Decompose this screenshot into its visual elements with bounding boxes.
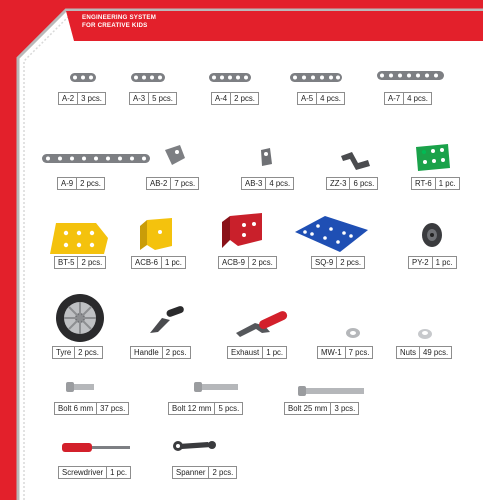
part-label-handle (130, 346, 191, 359)
part-code: ZZ-3 (327, 178, 350, 189)
part-label-a5 (297, 92, 345, 105)
part-label-acb9 (218, 256, 277, 269)
part-code: A-3 (130, 93, 149, 104)
part-qty: 1 pc. (110, 468, 128, 477)
part-code: Nuts (397, 347, 420, 358)
part-qty: 1 pc. (435, 258, 453, 267)
part-label-tyre (52, 346, 103, 359)
angle-bracket-2-icon (165, 145, 185, 165)
strip-9-hole-icon (42, 154, 150, 163)
part-qty: 2 pcs. (251, 258, 273, 267)
part-qty: 3 pcs. (334, 404, 356, 413)
part-qty: 4 pcs. (269, 179, 291, 188)
part-code: AB-3 (242, 178, 266, 189)
part-label-bt5 (54, 256, 106, 269)
part-code: A-5 (298, 93, 317, 104)
part-code: RT-6 (412, 178, 436, 189)
part-qty: 1 pc. (266, 348, 284, 357)
part-qty: 2 pcs. (78, 348, 99, 357)
part-qty: 1 pc. (438, 179, 456, 188)
part-label-a7 (384, 92, 432, 105)
part-code: Tyre (53, 347, 75, 358)
part-qty: 4 pcs. (320, 94, 341, 103)
part-qty: 6 pcs. (353, 179, 375, 188)
part-qty: 5 pcs. (152, 94, 173, 103)
part-label-rt6 (411, 177, 460, 190)
part-code: SQ-9 (312, 257, 337, 268)
part-qty: 4 pcs. (407, 94, 428, 103)
part-label-sq9 (311, 256, 365, 269)
part-label-py2 (408, 256, 457, 269)
part-label-a9 (57, 177, 105, 190)
part-code: Handle (131, 347, 163, 358)
part-code: A-4 (212, 93, 231, 104)
part-qty: 2 pcs. (212, 468, 234, 477)
part-qty: 7 pcs. (348, 348, 370, 357)
washer-icon (346, 328, 360, 338)
part-code: AB-2 (147, 178, 171, 189)
part-label-bolt-12mm (168, 402, 243, 415)
part-code: PY-2 (409, 257, 433, 268)
part-label-screwdriver (58, 466, 131, 479)
part-code: Bolt 12 mm (169, 403, 215, 414)
pulley-icon (422, 223, 442, 247)
header-line-2: FOR CREATIVE KIDS (82, 22, 148, 29)
part-code: Spanner (173, 467, 209, 478)
part-label-exhaust (227, 346, 287, 359)
header-line-1: ENGINEERING SYSTEM (82, 14, 157, 21)
red-channel-bracket-icon (222, 213, 262, 248)
part-code: A-2 (59, 93, 78, 104)
part-label-bolt-25mm (284, 402, 359, 415)
angle-bracket-3-icon (261, 148, 272, 166)
part-label-nuts (396, 346, 452, 359)
exhaust-pipe-icon (236, 310, 289, 337)
zigzag-strip-icon (341, 152, 370, 170)
part-qty: 3 pcs. (81, 94, 102, 103)
part-label-a2 (58, 92, 106, 105)
part-code: Bolt 25 mm (285, 403, 331, 414)
part-qty: 2 pcs. (80, 179, 101, 188)
part-label-bolt-6mm (54, 402, 129, 415)
tyre-wheel-icon (56, 294, 104, 342)
blue-square-plate-icon (295, 216, 368, 252)
part-label-ab2 (146, 177, 199, 190)
part-qty: 1 pc. (164, 258, 182, 267)
strip-2-hole-icon (70, 73, 96, 82)
nut-icon (418, 329, 432, 339)
bolt-6mm-icon (66, 382, 94, 392)
part-code: ACB-9 (219, 257, 249, 268)
part-code: Screwdriver (59, 467, 107, 478)
part-label-zz3 (326, 177, 378, 190)
part-label-mw1 (317, 346, 373, 359)
strip-4-hole-icon (209, 73, 251, 82)
yellow-trapezoid-plate-icon (50, 223, 108, 254)
strip-3-hole-icon (131, 73, 165, 82)
part-qty: 2 pcs. (340, 258, 362, 267)
spanner-icon (173, 441, 216, 451)
bolt-12mm-icon (194, 382, 238, 392)
part-label-a4 (211, 92, 259, 105)
part-label-ab3 (241, 177, 294, 190)
part-qty: 2 pcs. (81, 258, 103, 267)
strip-7-hole-icon (377, 71, 444, 80)
part-code: Exhaust (228, 347, 263, 358)
part-qty: 2 pcs. (165, 348, 187, 357)
part-qty: 5 pcs. (218, 404, 240, 413)
part-qty: 2 pcs. (234, 94, 255, 103)
part-code: ACB-6 (132, 257, 162, 268)
strip-5-hole-icon (290, 73, 342, 82)
part-code: MW-1 (318, 347, 346, 358)
part-label-a3 (129, 92, 177, 105)
screwdriver-icon (62, 443, 130, 452)
part-qty: 37 pcs. (100, 404, 126, 413)
part-code: A-7 (385, 93, 404, 104)
handle-icon (150, 305, 185, 333)
bolt-25mm-icon (298, 386, 364, 396)
part-code: BT-5 (55, 257, 78, 268)
part-qty: 7 pcs. (174, 179, 196, 188)
part-qty: 49 pcs. (423, 348, 449, 357)
part-code: A-9 (58, 178, 77, 189)
part-label-acb6 (131, 256, 186, 269)
part-code: Bolt 6 mm (55, 403, 97, 414)
green-plate-icon (416, 144, 450, 171)
yellow-channel-bracket-icon (140, 218, 172, 250)
part-label-spanner (172, 466, 237, 479)
